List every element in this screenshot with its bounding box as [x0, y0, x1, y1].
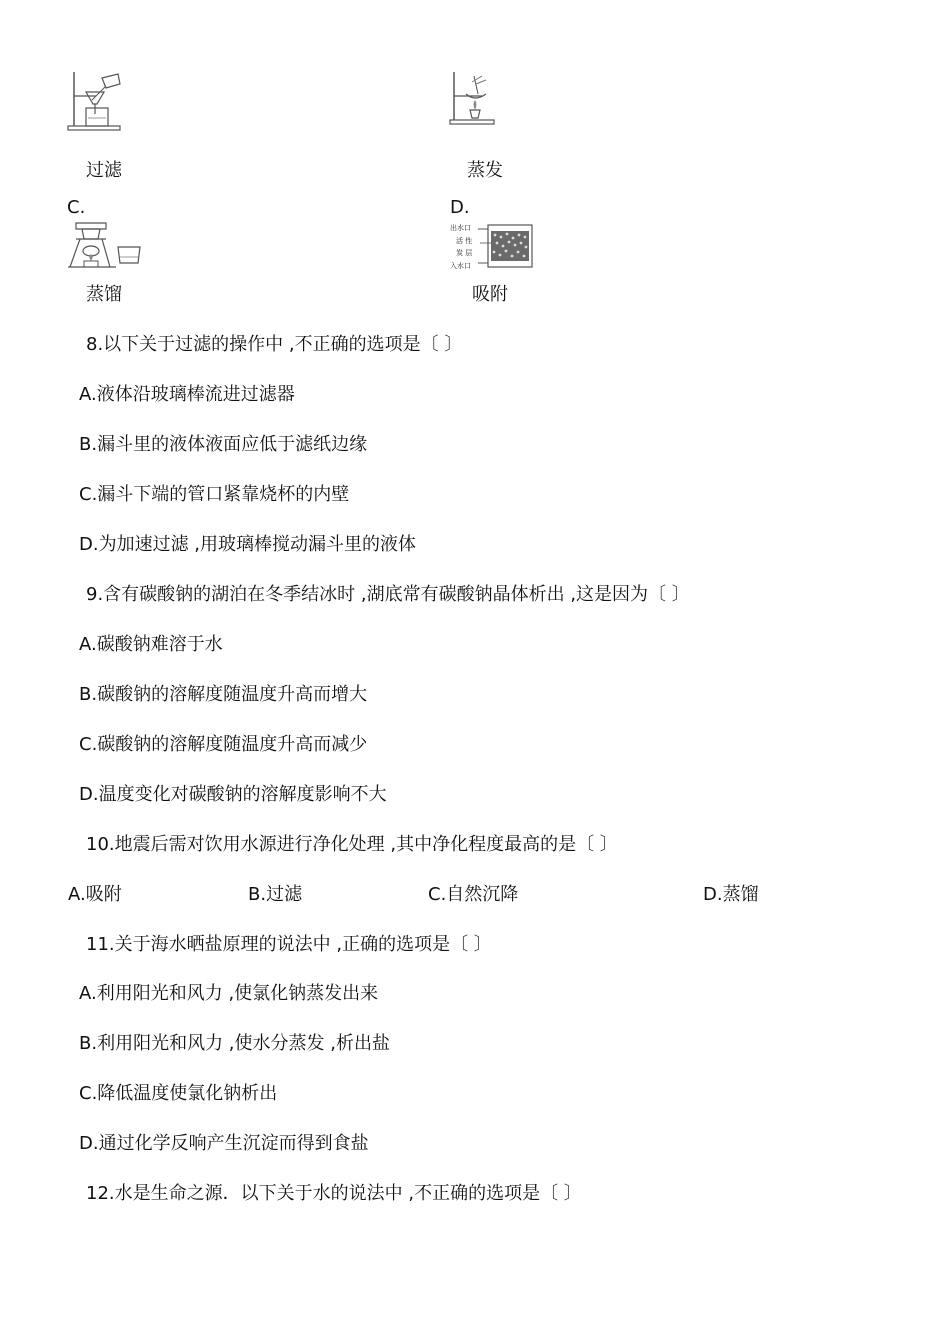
question-stem: 11.关于海水晒盐原理的说法中 ,正确的选项是〔 〕 [86, 934, 492, 955]
option-c-letter: C. [67, 197, 86, 218]
answer-option: C.自然沉降 [428, 884, 519, 905]
answer-option: D.温度变化对碳酸钠的溶解度影响不大 [79, 784, 387, 805]
outlet-label: 出水口 [450, 224, 471, 232]
answer-option: B.利用阳光和风力 ,使水分蒸发 ,析出盐 [79, 1033, 390, 1054]
answer-option: B.过滤 [248, 884, 303, 905]
inlet-label: 入水口 [450, 262, 471, 270]
answer-option: A.利用阳光和风力 ,使氯化钠蒸发出来 [79, 983, 379, 1004]
question-stem: 9.含有碳酸钠的湖泊在冬季结冰时 ,湖底常有碳酸钠晶体析出 ,这是因为〔 〕 [86, 584, 690, 605]
answer-option: A.吸附 [68, 884, 122, 905]
figure-b-caption: 蒸发 [467, 160, 503, 181]
answer-option: A.液体沿玻璃棒流进过滤器 [79, 384, 295, 405]
answer-option: D.蒸馏 [703, 884, 759, 905]
answer-option: C.漏斗下端的管口紧靠烧杯的内壁 [79, 484, 350, 505]
evaporation-apparatus-figure [448, 70, 498, 126]
question-stem: 10.地震后需对饮用水源进行净化处理 ,其中净化程度最高的是〔 〕 [86, 834, 618, 855]
question-stem: 8.以下关于过滤的操作中 ,不正确的选项是〔 〕 [86, 334, 463, 355]
option-d-letter: D. [450, 197, 470, 218]
answer-option: C.碳酸钠的溶解度随温度升高而减少 [79, 734, 368, 755]
distillation-apparatus-figure [66, 221, 144, 269]
adsorption-apparatus-figure [448, 221, 538, 271]
filtration-apparatus-figure [66, 70, 124, 132]
question-stem: 12.水是生命之源．以下关于水的说法中 ,不正确的选项是〔 〕 [86, 1183, 582, 1204]
answer-option: C.降低温度使氯化钠析出 [79, 1083, 278, 1104]
figure-d-caption: 吸附 [472, 284, 508, 305]
answer-option: D.为加速过滤 ,用玻璃棒搅动漏斗里的液体 [79, 534, 417, 555]
figure-a-caption: 过滤 [86, 160, 122, 181]
answer-option: A.碳酸钠难溶于水 [79, 634, 223, 655]
answer-option: B.碳酸钠的溶解度随温度升高而增大 [79, 684, 368, 705]
carbon-layer-label-2: 炭 层 [456, 249, 473, 257]
figure-c-caption: 蒸馏 [86, 284, 122, 305]
answer-option: D.通过化学反响产生沉淀而得到食盐 [79, 1133, 369, 1154]
carbon-layer-label-1: 活 性 [456, 237, 473, 245]
answer-option: B.漏斗里的液体液面应低于滤纸边缘 [79, 434, 368, 455]
